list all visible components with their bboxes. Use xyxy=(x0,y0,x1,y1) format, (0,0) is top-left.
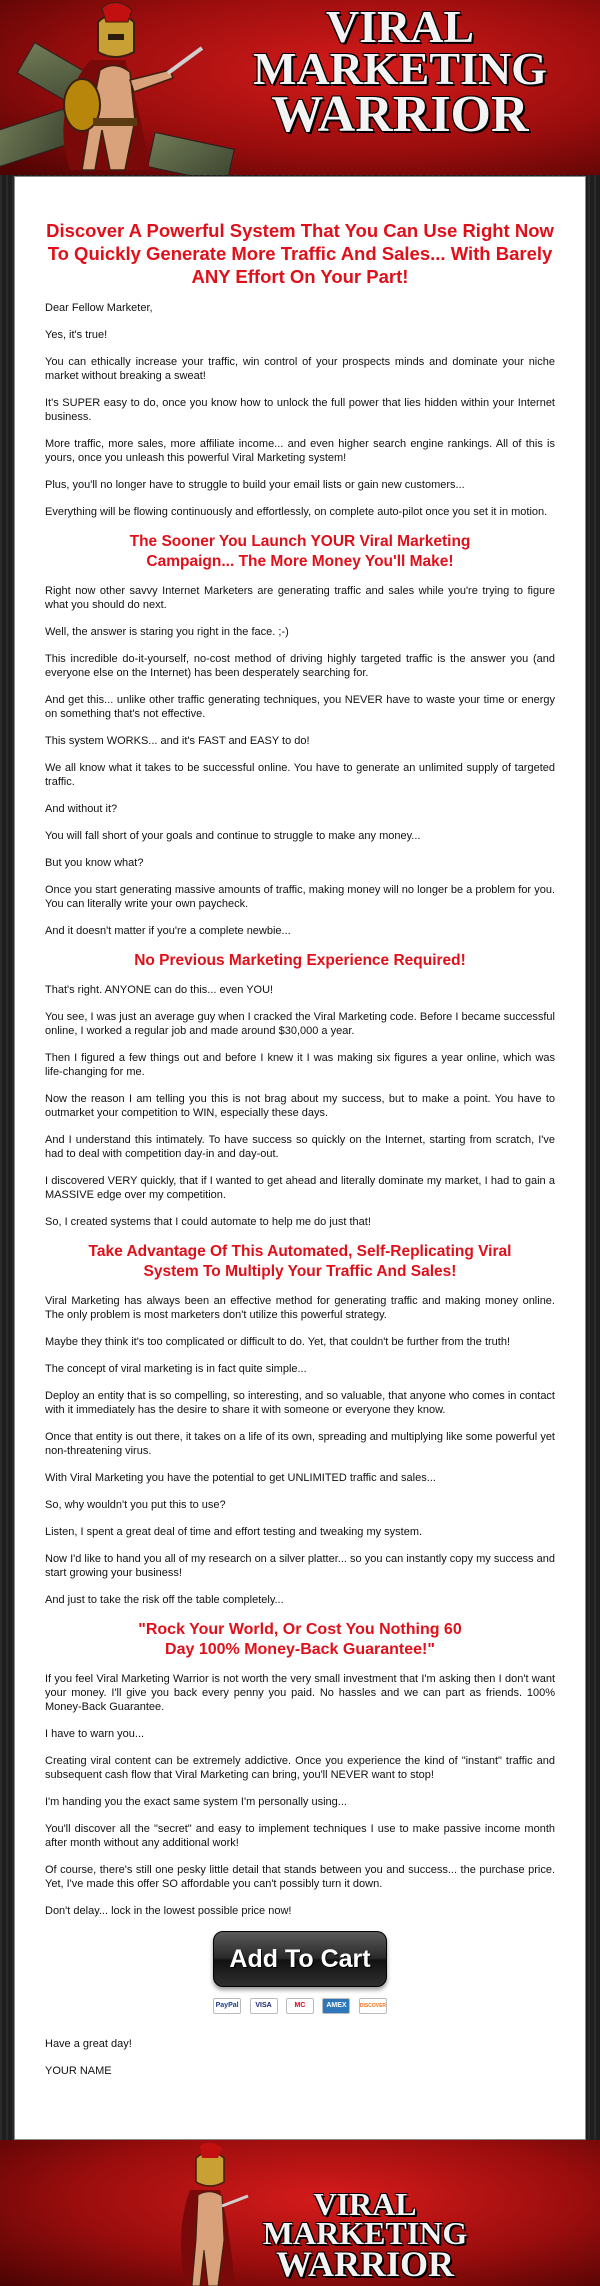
cart-area xyxy=(45,1931,555,1987)
main-headline: Discover A Powerful System That You Can Use Right Now To Quickly Generate More Traffic And Sales... With Barely ANY Effort On Your Part! xyxy=(46,220,554,287)
paragraph: This system WORKS... and it's FAST and EASY to do! xyxy=(45,735,310,747)
paragraph: Yes, it's true! xyxy=(45,329,108,341)
paragraph: Now I'd like to hand you all of my research on a silver platter... so you can instantly copy my success and start growing your business! xyxy=(45,1553,555,1579)
paragraph: Of course, there's still one pesky little detail that stands between you and success... the purchase price. Yet, I've made this offer SO affordable you can't possibly turn it down. xyxy=(45,1864,555,1890)
paragraph: We all know what it takes to be successful online. You have to generate an unlimited supply of targeted traffic. xyxy=(45,762,555,788)
mastercard-icon: MC xyxy=(286,1998,314,2014)
paragraph: Dear Fellow Marketer, xyxy=(45,302,153,314)
paragraph: Plus, you'll no longer have to struggle to build your email lists or gain new customers... xyxy=(45,479,465,491)
subheadline: Take Advantage Of This Automated, Self-Replicating Viral System To Multiply Your Traffic And Sales! xyxy=(88,1243,512,1280)
paragraph: You'll discover all the "secret" and easy to implement techniques I use to make passive income month after month without any additional work! xyxy=(45,1823,555,1849)
paragraph: Everything will be flowing continuously and effortlessly, on complete auto-pilot once you set it in motion. xyxy=(45,506,548,518)
paragraph: I'm handing you the exact same system I'm personally using... xyxy=(45,1796,347,1808)
paragraph: So, I created systems that I could automate to help me do just that! xyxy=(45,1216,371,1228)
header-banner xyxy=(0,0,600,175)
paragraph: Then I figured a few things out and before I knew it I was making six figures a year online, which was life-changing for me. xyxy=(45,1052,555,1078)
paragraph: Once that entity is out there, it takes on a life of its own, spreading and multiplying like some powerful yet non-threatening virus. xyxy=(45,1431,555,1457)
paragraph: You will fall short of your goals and continue to struggle to make any money... xyxy=(45,830,421,842)
amex-icon: AMEX xyxy=(322,1998,350,2014)
paragraph: And without it? xyxy=(45,803,118,815)
subheadline: No Previous Marketing Experience Required! xyxy=(134,952,466,969)
paragraph: You can ethically increase your traffic, win control of your prospects minds and dominate your niche market without breaking a sweat! xyxy=(45,356,555,382)
logo-title-line: MARKETING xyxy=(253,43,547,95)
paragraph: Right now other savvy Internet Marketers are generating traffic and sales while you're trying to figure what you should do next. xyxy=(45,585,555,611)
logo-title xyxy=(205,1,595,143)
section-campaign xyxy=(45,584,555,938)
paragraph: More traffic, more sales, more affiliate income... and even higher search engine rankings. All of this is yours, once you unleash this powerful Viral Marketing system! xyxy=(45,438,555,464)
paragraph: Now the reason I am telling you this is not brag about my success, but to make a point. You have to outmarket your competition to WIN, especially these days. xyxy=(45,1093,555,1119)
spartan-warrior-icon xyxy=(30,0,205,175)
visa-icon: VISA xyxy=(250,1998,278,2014)
footer-banner xyxy=(0,2140,600,2286)
logo-title-line: VIRAL xyxy=(313,2186,417,2222)
signature-name: YOUR NAME xyxy=(45,2065,112,2077)
paragraph: This incredible do-it-yourself, no-cost method of driving highly targeted traffic is the answer you (and everyone else on the Internet) has been desperately searching for. xyxy=(45,653,555,679)
paypal-icon: PayPal xyxy=(213,1998,241,2014)
discover-icon: DISCOVER xyxy=(359,1998,387,2014)
paragraph: And get this... unlike other traffic generating techniques, you NEVER have to waste your time or energy on something that's not effective. xyxy=(45,694,555,720)
paragraph: If you feel Viral Marketing Warrior is not worth the very small investment that I'm asking then I don't want your money. I'll give you back every penny you paid. No hassles and we can part as friends. 100% Money-Back Guarantee. xyxy=(45,1673,555,1713)
paragraph: I discovered VERY quickly, that if I wanted to get ahead and literally dominate my market, I had to gain a MASSIVE edge over my competition. xyxy=(45,1175,555,1201)
section-intro xyxy=(45,301,555,519)
paragraph: Don't delay... lock in the lowest possible price now! xyxy=(45,1905,292,1917)
paragraph: It's SUPER easy to do, once you know how to unlock the full power that lies hidden within your Internet business. xyxy=(45,397,555,423)
logo-title-line: WARRIOR xyxy=(271,85,529,143)
logo-title-line: MARKETING xyxy=(262,2214,468,2251)
payment-methods xyxy=(45,1997,555,2015)
paragraph: Deploy an entity that is so compelling, so interesting, and so valuable, that anyone who comes in contact with it immediately has the desire to share it with someone or everyone they know. xyxy=(45,1390,555,1416)
sales-letter xyxy=(14,176,586,2140)
paragraph: But you know what? xyxy=(45,857,144,869)
paragraph: I have to warn you... xyxy=(45,1728,145,1740)
spartan-warrior-icon xyxy=(170,2140,250,2286)
section-viral-system xyxy=(45,1294,555,1607)
paragraph: And it doesn't matter if you're a complete newbie... xyxy=(45,925,291,937)
paragraph: The concept of viral marketing is in fact quite simple... xyxy=(45,1363,307,1375)
logo-title-line: VIRAL xyxy=(325,1,475,52)
section-experience xyxy=(45,983,555,1229)
sign-off: Have a great day! xyxy=(45,2038,132,2050)
paragraph: Well, the answer is staring you right in the face. ;-) xyxy=(45,626,289,638)
paragraph: Listen, I spent a great deal of time and effort testing and tweaking my system. xyxy=(45,1526,423,1538)
logo-title-line: WARRIOR xyxy=(275,2243,454,2284)
paragraph: Viral Marketing has always been an effective method for generating traffic and making money online. The only problem is most marketers don't utilize this powerful strategy. xyxy=(45,1295,555,1321)
paragraph: So, why wouldn't you put this to use? xyxy=(45,1499,226,1511)
paragraph: With Viral Marketing you have the potential to get UNLIMITED traffic and sales... xyxy=(45,1472,436,1484)
guarantee-headline: "Rock Your World, Or Cost You Nothing 60 Day 100% Money-Back Guarantee!" xyxy=(138,1621,462,1658)
section-guarantee xyxy=(45,1672,555,1918)
paragraph: Maybe they think it's too complicated or difficult to do. Yet, that couldn't be further from the truth! xyxy=(45,1336,511,1348)
subheadline: The Sooner You Launch YOUR Viral Marketing Campaign... The More Money You'll Make! xyxy=(129,533,471,570)
paragraph: And just to take the risk off the table completely... xyxy=(45,1594,284,1606)
add-to-cart-button[interactable]: Add To Cart xyxy=(213,1931,387,1987)
paragraph: You see, I was just an average guy when I cracked the Viral Marketing code. Before I became successful online, I worked a regular job and made around $30,000 a year. xyxy=(45,1011,555,1037)
paragraph: That's right. ANYONE can do this... even YOU! xyxy=(45,984,274,996)
footer-logo-title xyxy=(245,2186,485,2284)
paragraph: Once you start generating massive amounts of traffic, making money will no longer be a problem for you. You can literally write your own paycheck. xyxy=(45,884,555,910)
paragraph: And I understand this intimately. To have success so quickly on the Internet, starting from scratch, I've had to deal with competition day-in and day-out. xyxy=(45,1134,555,1160)
paragraph: Creating viral content can be extremely addictive. Once you experience the kind of "instant" traffic and subsequent cash flow that Viral Marketing can bring, you'll NEVER want to stop! xyxy=(45,1755,555,1781)
